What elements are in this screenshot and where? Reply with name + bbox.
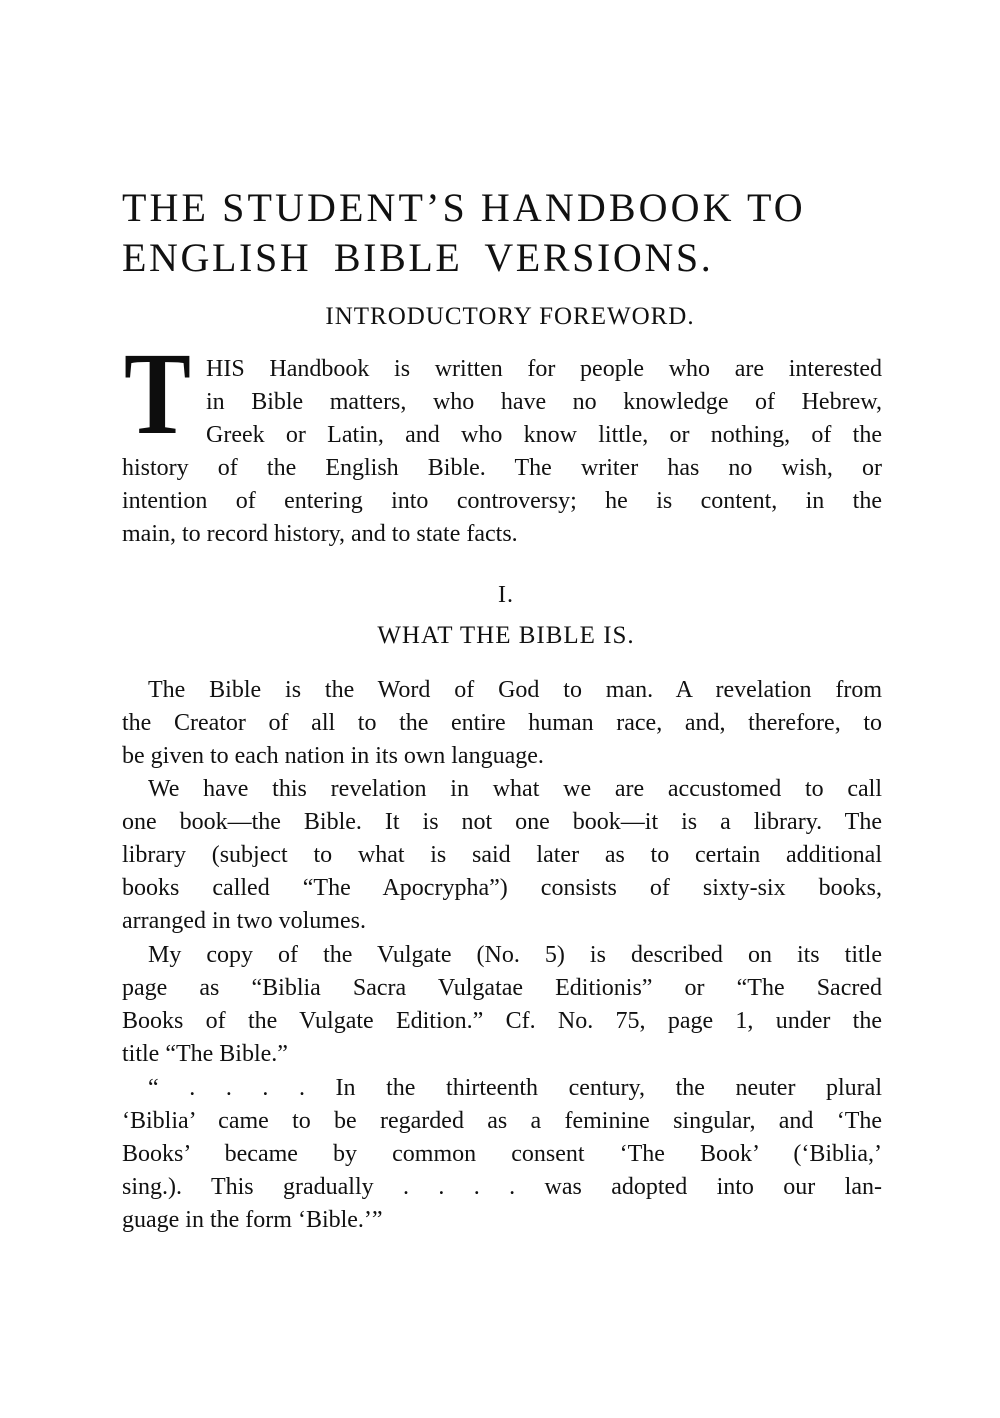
text-line: sing.). This gradually . . . . was adopted into our lan- bbox=[122, 1174, 882, 1200]
text-line: arranged in two volumes. bbox=[122, 908, 366, 934]
text-line: HIS Handbook is written for people who are interested bbox=[206, 356, 882, 382]
text-line: be given to each nation in its own language. bbox=[122, 743, 544, 769]
text-line: guage in the form ‘Bible.’” bbox=[122, 1207, 383, 1233]
text-line: library (subject to what is said later as to certain additional bbox=[122, 842, 882, 868]
document-title-line-1: THE STUDENT’S HANDBOOK TO bbox=[122, 185, 806, 230]
foreword-heading: INTRODUCTORY FOREWORD. bbox=[325, 303, 695, 330]
text-line: title “The Bible.” bbox=[122, 1041, 288, 1067]
text-line: in Bible matters, who have no knowledge of Hebrew, bbox=[206, 389, 882, 415]
text-line: intention of entering into controversy; he is content, in the bbox=[122, 488, 882, 514]
drop-cap: T bbox=[124, 328, 191, 459]
text-line: Greek or Latin, and who know little, or nothing, of the bbox=[206, 422, 882, 448]
text-line: Books of the Vulgate Edition.” Cf. No. 75, page 1, under the bbox=[122, 1008, 882, 1034]
document-title-line-2: ENGLISH BIBLE VERSIONS. bbox=[122, 235, 714, 280]
text-line: history of the English Bible. The writer has no wish, or bbox=[122, 455, 882, 481]
text-line: ‘Biblia’ came to be regarded as a feminine singular, and ‘The bbox=[122, 1108, 882, 1134]
text-line: books called “The Apocrypha”) consists of sixty-six books, bbox=[122, 875, 882, 901]
section-title: WHAT THE BIBLE IS. bbox=[377, 622, 635, 649]
text-line: The Bible is the Word of God to man. A revelation from bbox=[148, 677, 882, 703]
text-line: We have this revelation in what we are accustomed to call bbox=[148, 776, 882, 802]
section-number: I. bbox=[498, 582, 514, 608]
text-line: My copy of the Vulgate (No. 5) is described on its title bbox=[148, 942, 882, 968]
text-line: page as “Biblia Sacra Vulgatae Editionis” or “The Sacred bbox=[122, 975, 882, 1001]
text-line: “ . . . . In the thirteenth century, the neuter plural bbox=[148, 1075, 882, 1101]
text-line: one book—the Bible. It is not one book—it is a library. The bbox=[122, 809, 882, 835]
text-line: Books’ became by common consent ‘The Book’ (‘Biblia,’ bbox=[122, 1141, 882, 1167]
text-line: main, to record history, and to state facts. bbox=[122, 521, 518, 547]
text-line: the Creator of all to the entire human race, and, therefore, to bbox=[122, 710, 882, 736]
